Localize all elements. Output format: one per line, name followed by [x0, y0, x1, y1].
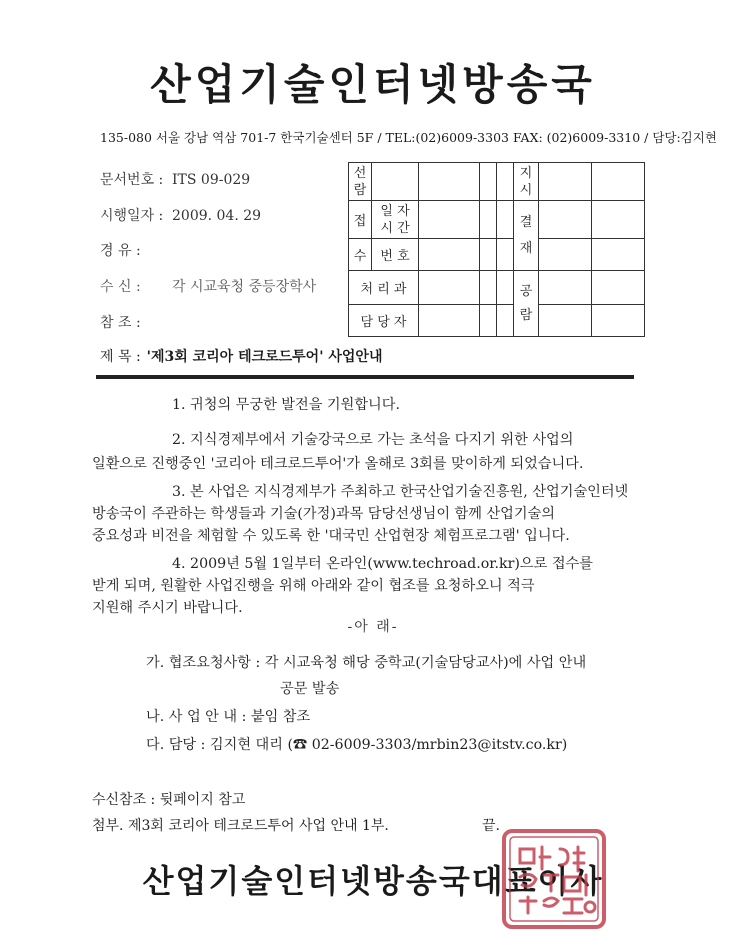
recipient-value: 각 시교육청 중등장학사: [172, 279, 317, 295]
subject-divider: [96, 375, 634, 379]
recipient-field: [100, 276, 316, 296]
recipient-label: 수 신 :: [100, 279, 141, 295]
gong-ram-cell: 공 람: [514, 271, 539, 337]
issuer-name: 산업기술인터넷방송국대표이사: [142, 862, 604, 900]
number-cell: 번 호: [372, 239, 419, 271]
subject-label: 제 목 :: [100, 349, 141, 365]
paragraph-4-line-3: 지원해 주시기 바랍니다.: [92, 600, 243, 616]
item-a-line-1: 가. 협조요청사항 : 각 시교육청 해당 중학교(기술담당교사)에 사업 안내: [146, 655, 587, 671]
doc-number-label: 문서번호 :: [100, 172, 164, 188]
official-seal-icon: [500, 827, 608, 931]
doc-number-value: ITS 09-029: [172, 172, 251, 188]
issue-date: [100, 205, 261, 225]
approval-table: [348, 162, 645, 337]
paragraph-2-line-2: 일환으로 진행중인 '코리아 테크로드투어'가 올해로 3회를 맞이하게 되었습니다.: [92, 456, 584, 472]
document-title: 산업기술인터넷방송국: [150, 60, 596, 109]
subject-value: '제3회 코리아 테크로드투어' 사업안내: [146, 349, 383, 365]
processing-dept-cell: 처 리 과: [349, 271, 419, 305]
issue-date-label: 시행일자 :: [100, 208, 164, 224]
cc-field: [100, 312, 172, 332]
paragraph-1: 1. 귀청의 무궁한 발전을 기원합니다.: [172, 397, 400, 413]
issue-date-value: 2009. 04. 29: [172, 208, 262, 224]
end-mark: 끝.: [482, 818, 500, 834]
cc-label: 참 조 :: [100, 315, 141, 331]
below-heading: -아 래-: [347, 619, 399, 635]
reference-note: 수신참조 : 뒷페이지 참고: [92, 792, 246, 808]
subject-line: [100, 346, 382, 366]
attachment-note: 첨부. 제3회 코리아 테크로드투어 사업 안내 1부.: [92, 818, 389, 834]
sender-address: 135-080 서울 강남 역삼 701-7 한국기술센터 5F / TEL:(02)6009-3303 FAX: (02)6009-3310 / 담당:김지현: [100, 130, 717, 145]
doc-number: [100, 169, 250, 189]
via-label: 경 유 :: [100, 243, 141, 259]
seon-ram-cell: 선 람: [349, 163, 372, 201]
item-a-line-2: 공문 발송: [280, 681, 340, 697]
person-in-charge-cell: 담 당 자: [349, 305, 419, 337]
gyeol-jae-cell: 결 재: [514, 201, 539, 271]
item-b: 나. 사 업 안 내 : 붙임 참조: [146, 709, 311, 725]
jeop-cell: 접: [349, 201, 372, 239]
paragraph-3-line-2: 방송국이 주관하는 학생들과 기술(가정)과목 담당선생님이 함께 산업기술의: [92, 506, 555, 522]
su-cell: 수: [349, 239, 372, 271]
paragraph-3-line-1: 3. 본 사업은 지식경제부가 주최하고 한국산업기술진흥원, 산업기술인터넷: [172, 484, 629, 500]
paragraph-3-line-3: 중요성과 비전을 체험할 수 있도록 한 '대국민 산업현장 체험프로그램' 입니다.: [92, 528, 570, 544]
date-time-cell: 일 자 시 간: [372, 201, 419, 239]
paragraph-4-line-2: 받게 되며, 원활한 사업진행을 위해 아래와 같이 협조를 요청하오니 적극: [92, 578, 535, 594]
paragraph-2-line-1: 2. 지식경제부에서 기술강국으로 가는 초석을 다지기 위한 사업의: [172, 432, 574, 448]
paragraph-4-line-1: 4. 2009년 5월 1일부터 온라인(www.techroad.or.kr)으로 접수를: [172, 556, 593, 572]
item-c: 다. 담당 : 김지현 대리 (☎ 02-6009-3303/mrbin23@itstv.co.kr): [146, 737, 568, 753]
ji-si-cell: 지 시: [514, 163, 539, 201]
via-field: [100, 240, 172, 260]
